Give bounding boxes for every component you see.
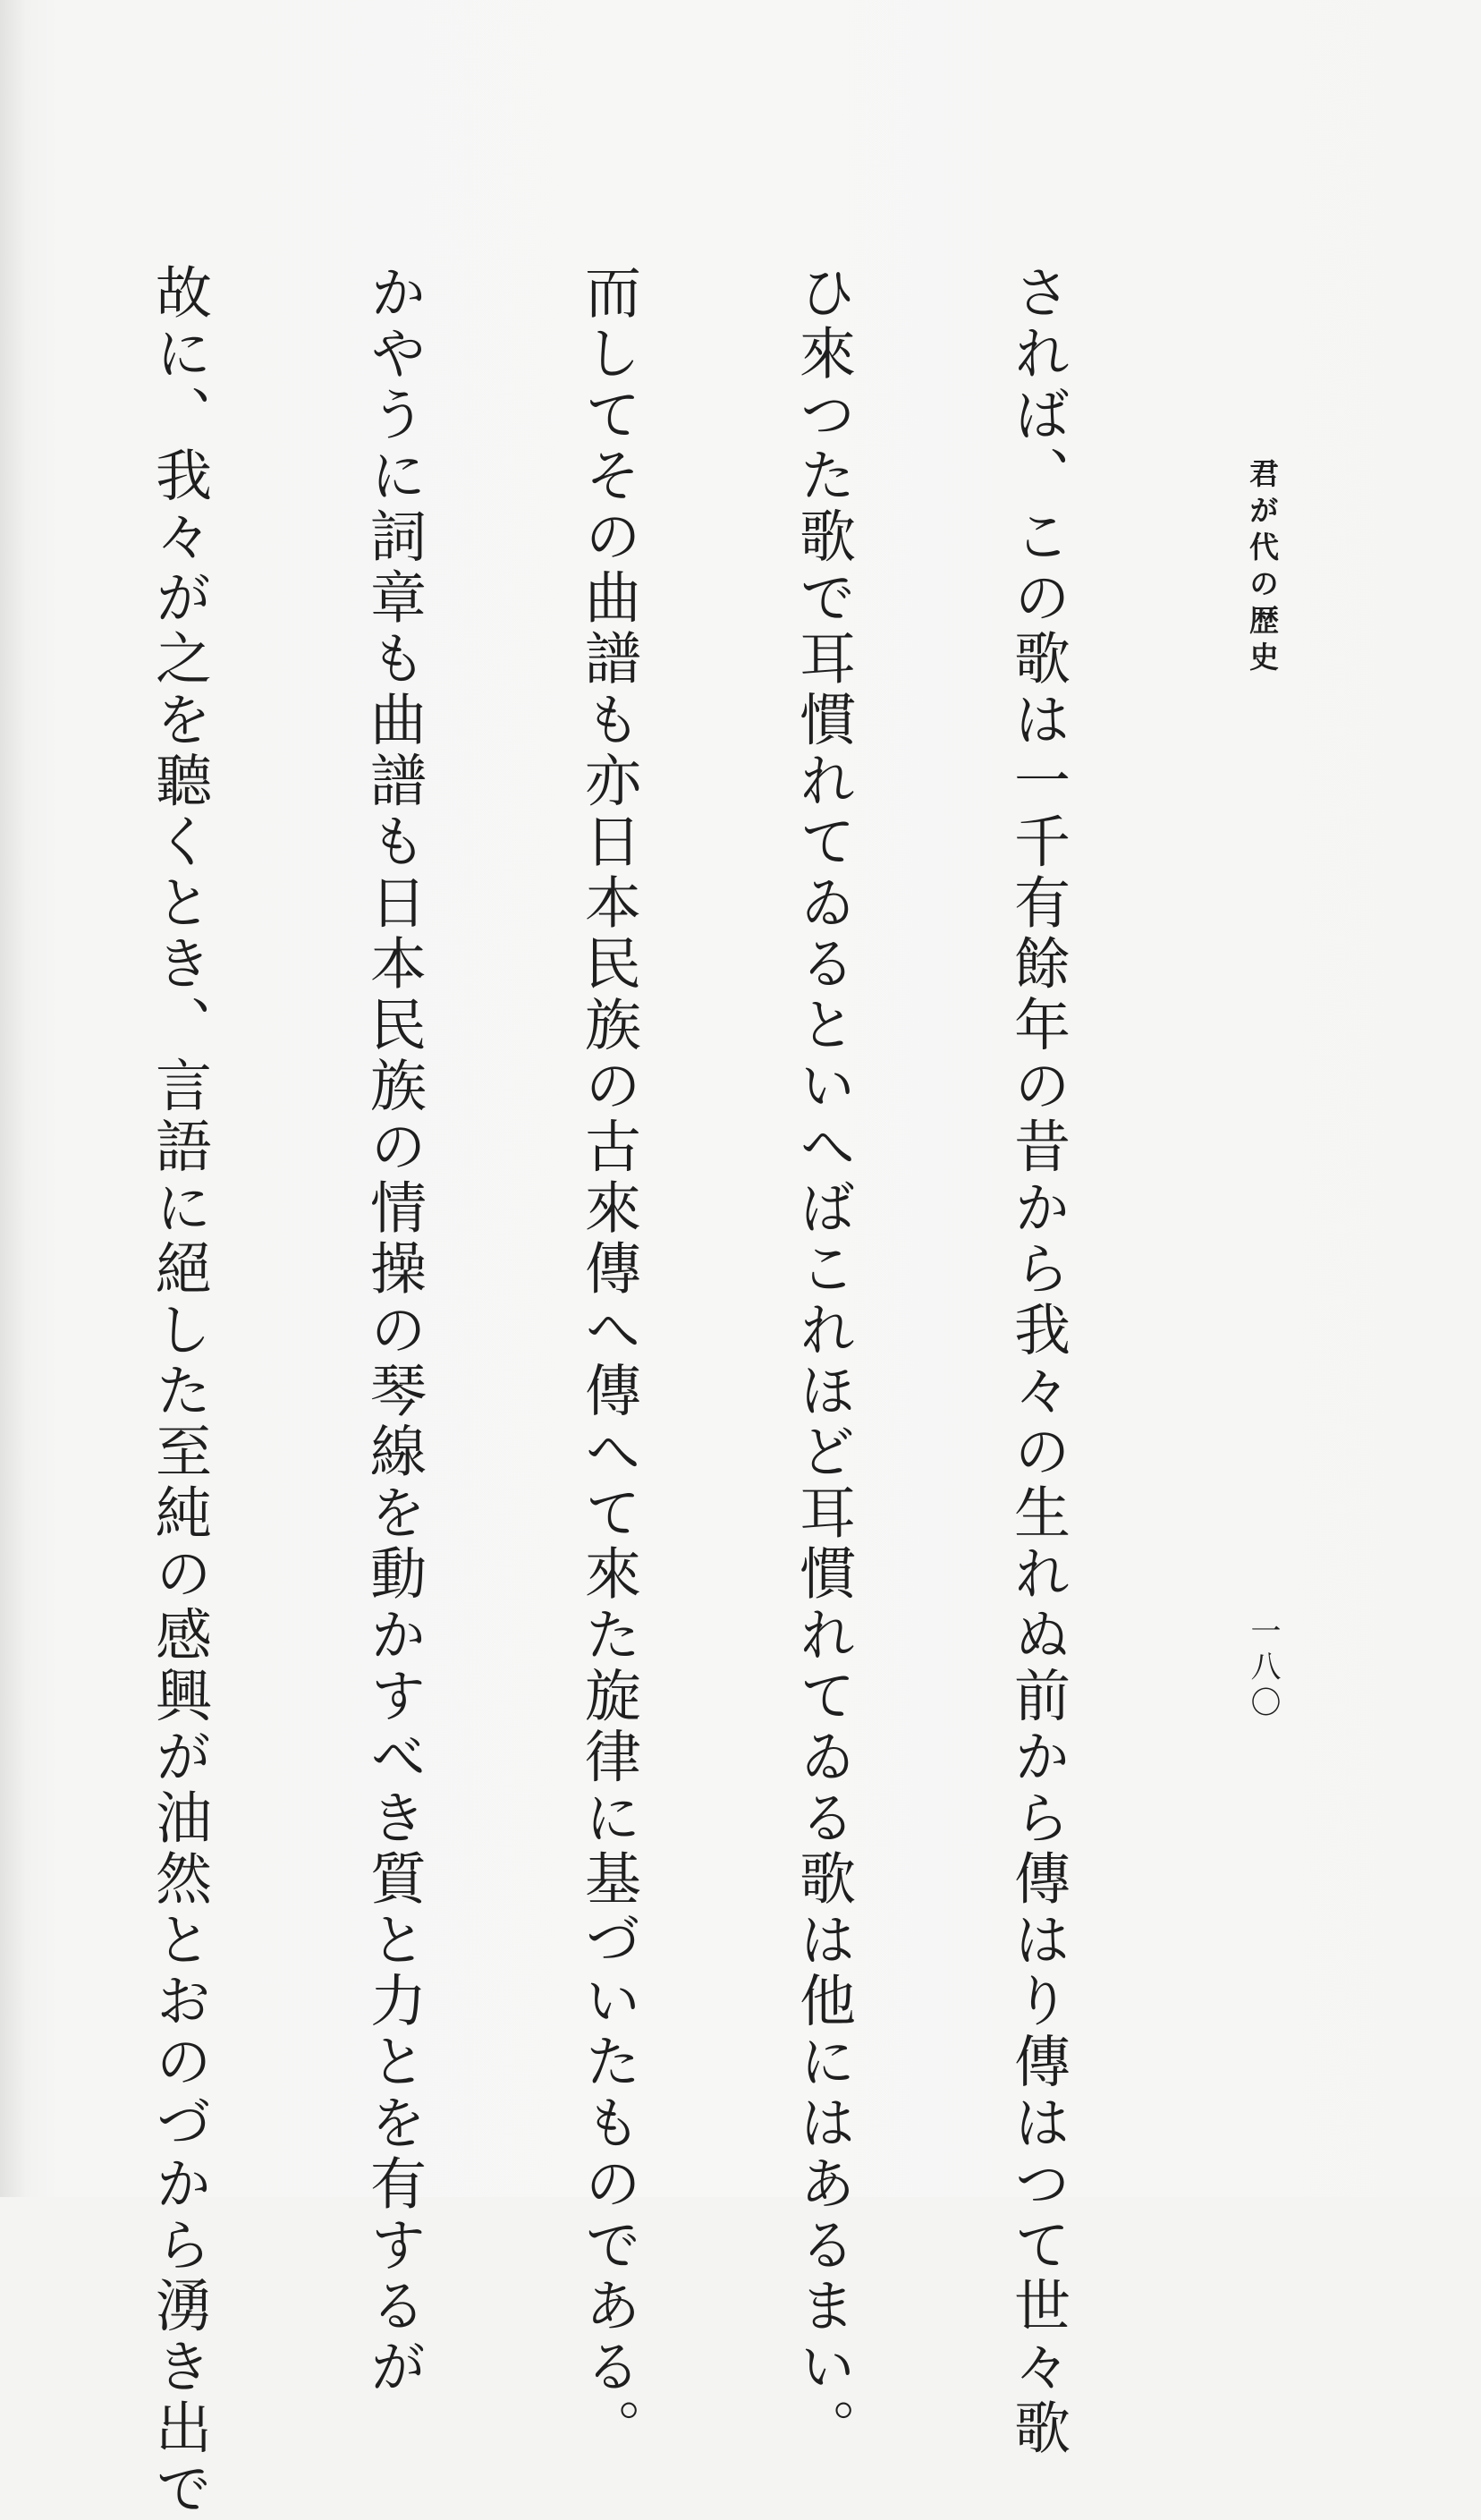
running-head: 君が代の歴史 xyxy=(1245,458,1280,678)
body-text xyxy=(147,263,1216,2520)
text-column: ひ來つた歌で耳慣れてゐるといへばこれほど耳慣れてゐる歌は他にはあるまい。 xyxy=(791,263,856,2460)
text-column: されば、この歌は一千有餘年の昔から我々の生れぬ前から傳はり傳はつて世々歌 xyxy=(1005,263,1071,2460)
text-column: かやうに詞章も曲譜も日本民族の情操の琴線を動かすべき質と力とを有するが xyxy=(361,263,427,2398)
text-column: 故に、我々が之を聽くとき、言語に絕した至純の感興が油然とおのづから湧き出で xyxy=(147,263,212,2520)
text-column: 而してその曲譜も亦日本民族の古來傳へ傳へて來た旋律に基づいたものである。 xyxy=(576,263,641,2460)
page-number: 一八〇 xyxy=(1245,1615,1281,1722)
